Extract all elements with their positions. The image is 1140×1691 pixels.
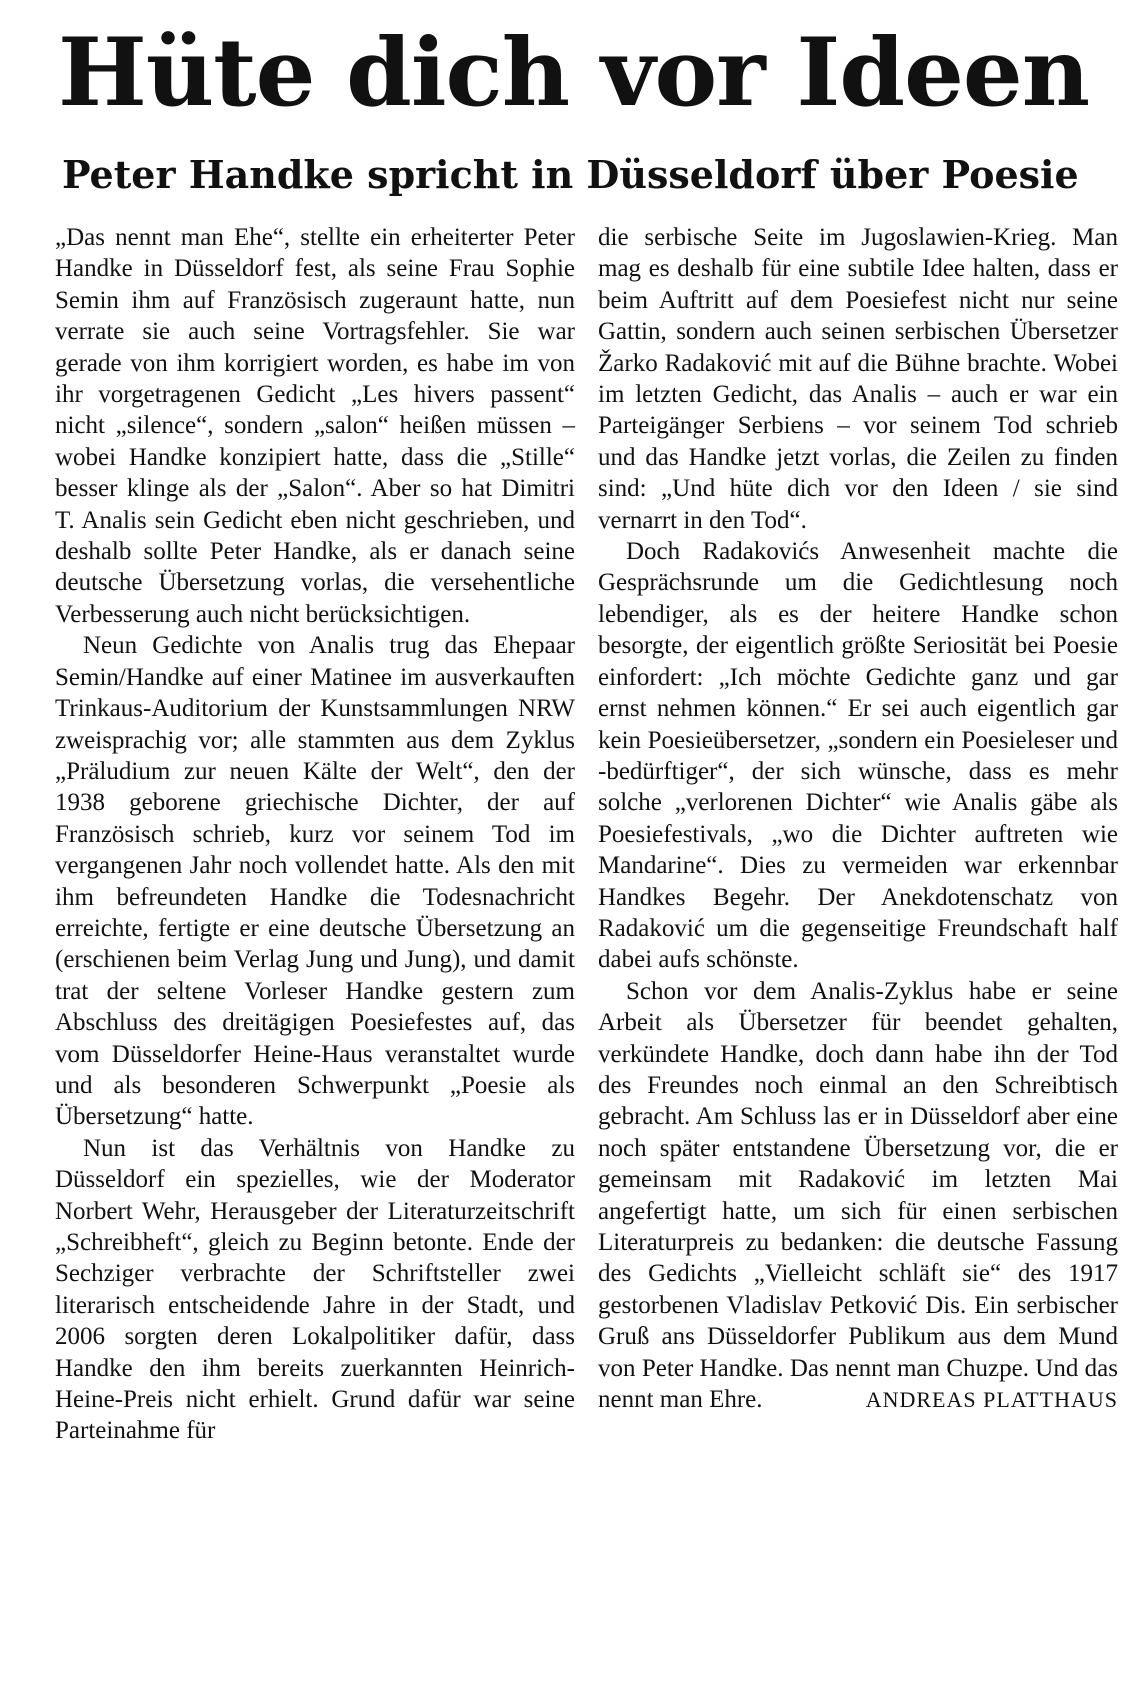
author-byline: ANDREAS PLATTHAUS <box>865 1387 1118 1413</box>
paragraph-right-1: die serbische Seite im Jugoslawien-Krieg. Man mag es deshalb für eine subtile Idee halten, dass er beim Auftritt auf dem Poesiefest nicht nur seine Gattin, sondern auch seinen serbischen Übersetzer Žarko Radaković mit auf die Bühne brachte. Wobei im letzten Gedicht, das Analis – auch er war ein Parteigänger Serbiens – vor seinem Tod schrieb und das Handke jetzt vorlas, die Zeilen zu finden sind: „Und hüte dich vor den Ideen / sie sind vernarrt in den Tod“. <box>598 224 1118 534</box>
paragraph-right-3 <box>598 976 1118 1416</box>
paragraph-left-3: Nun ist das Verhältnis von Handke zu Düsseldorf ein spezielles, wie der Moderator Norbert Wehr, Herausgeber der Literaturzeitschrift „Schreibheft“, gleich zu Beginn betonte. Ende der Sechziger verbrachte der Schriftsteller zwei literarisch entscheidende Jahre in der Stadt, und 2006 sorgten deren Lokalpolitiker dafür, dass Handke den ihm bereits zuerkannten Heinrich-Heine-Preis nicht erhielt. Grund dafür war seine Parteinahme für <box>55 1134 575 1445</box>
article-column-left <box>55 222 575 1447</box>
paragraph-right-2: Doch Radakovićs Anwesenheit machte die Gesprächsrunde um die Gedichtlesung noch lebendiger, als es der heitere Handke schon besorgte, der eigentlich größte Seriosität bei Poesie einfordert: „Ich möchte Gedichte ganz und gar ernst nehmen können.“ Er sei auch eigentlich gar kein Poesieübersetzer, „sondern ein Poesieleser und -bedürftiger“, der sich wünsche, dass es mehr solche „verlorenen Dichter“ wie Analis gäbe als Poesiefestivals, „wo die Dichter auftreten wie Mandarine“. Dies zu vermeiden war erkennbar Handkes Begehr. Der Anekdotenschatz von Radaković um die gegenseitige Freundschaft half dabei aufs schönste. <box>598 538 1118 974</box>
paragraph-left-2: Neun Gedichte von Analis trug das Ehepaar Semin/Handke auf einer Matinee im ausverkauften Trinkaus-Auditorium der Kunstsammlungen NRW zweisprachig vor; alle stammten aus dem Zyklus „Präludium zur neuen Kälte der Welt“, den der 1938 geborene griechische Dichter, der auf Französisch schrieb, kurz vor seinem Tod im vergangenen Jahr noch vollendet hatte. Als den mit ihm befreundeten Handke die Todesnachricht erreichte, fertigte er eine deutsche Übersetzung an (erschienen beim Verlag Jung und Jung), und damit trat der seltene Vorleser Handke gestern zum Abschluss des dreitägigen Poesiefestes auf, das vom Düsseldorfer Heine-Haus veranstaltet wurde und als besonderen Schwerpunkt „Poesie als Übersetzung“ hatte. <box>55 632 575 1131</box>
paragraph-left-1: „Das nennt man Ehe“, stellte ein erheiterter Peter Handke in Düsseldorf fest, als seine Frau Sophie Semin ihm auf Französisch zugeraunt hatte, nun verrate sie auch seine Vortragsfehler. Sie war gerade von ihm korrigiert worden, es habe im von ihr vorgetragenen Gedicht „Les hivers passent“ nicht „silence“, sondern „salon“ heißen müssen – wobei Handke konzipiert hatte, dass die „Stille“ besser klinge als der „Salon“. Aber so hat Dimitri T. Analis sein Gedicht eben nicht geschrieben, und deshalb sollte Peter Handke, als er danach seine deutsche Übersetzung vorlas, die versehentliche Verbesserung auch nicht berücksichtigen. <box>55 224 575 628</box>
subheadline: Peter Handke spricht in Düsseldorf über Poesie <box>62 152 1079 197</box>
headline: Hüte dich vor Ideen <box>58 18 1090 128</box>
paragraph-right-3-text: Schon vor dem Analis-Zyklus habe er seine Arbeit als Übersetzer für beendet gehalten, verkündete Handke, doch dann habe ihn der Tod des Freundes noch einmal an den Schreibtisch gebracht. Am Schluss las er in Düsseldorf aber eine noch später entstandene Übersetzung vor, die er gemeinsam mit Radaković im letzten Mai angefertigt hatte, um sich für einen serbischen Literaturpreis zu bedanken: die deutsche Fassung des Gedichts „Vielleicht schläft sie“ des 1917 gestorbenen Vladislav Petković Dis. Ein serbischer Gruß ans Düsseldorfer Publikum aus dem Mund von Peter Handke. Das nennt man Chuzpe. Und das nennt man Ehre. <box>598 977 1118 1414</box>
article-column-right <box>598 222 1118 1415</box>
